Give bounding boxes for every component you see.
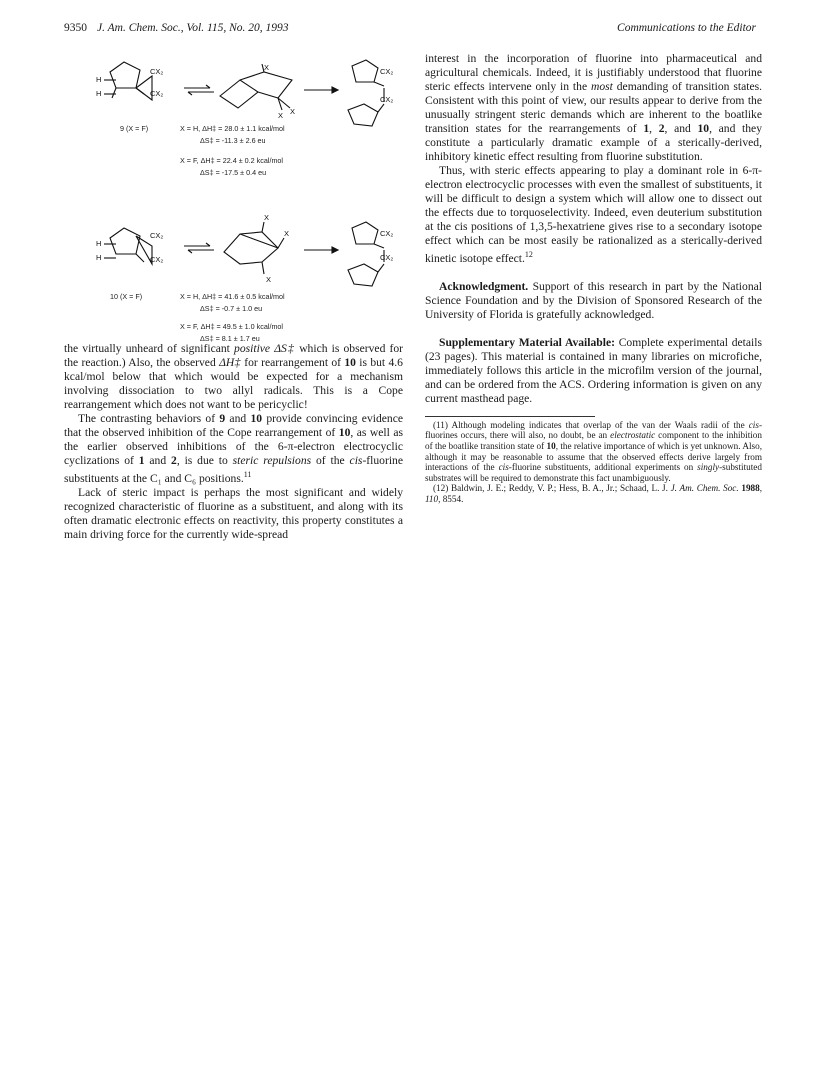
- atom-label-cx2: CX₂: [380, 67, 394, 76]
- left-paragraph-1: the virtually unheard of significant positive ΔS‡ which is observed for the reaction.) Also, the observed ΔH‡ for rearrangement of 10 is but 4.6 kcal/mol below that which would be expected for a mechanism involving dissociation to two allyl radicals. This is a Cope rearrangement which does not want to be pericyclic!: [64, 342, 404, 411]
- atom-label-cx2: CX₂: [380, 95, 394, 104]
- atom-label-h: H: [96, 89, 102, 98]
- journal-citation: J. Am. Chem. Soc., Vol. 115, No. 20, 1993: [97, 22, 289, 34]
- atom-label-cx2: CX₂: [380, 253, 394, 262]
- atom-label-x: X: [290, 107, 296, 116]
- atom-label-cx2: CX₂: [150, 67, 164, 76]
- compound-9-data-f-1: X = F, ΔH‡ = 22.4 ± 0.2 kcal/mol: [180, 156, 284, 165]
- compound-10-data-h-1: X = H, ΔH‡ = 41.6 ± 0.5 kcal/mol: [180, 292, 285, 301]
- atom-label-x: X: [264, 63, 270, 72]
- atom-label-x: X: [266, 275, 272, 284]
- compound-10-data-h-2: ΔS‡ = -0.7 ± 1.0 eu: [200, 304, 263, 313]
- page-number: 9350: [64, 22, 87, 34]
- compound-10-label: 10 (X = F): [110, 292, 143, 301]
- footnote-12: (12) Baldwin, J. E.; Reddy, V. P.; Hess, B. A., Jr.; Schaad, L. J. J. Am. Chem. Soc. 1988, 110, 8554.: [425, 483, 763, 505]
- left-paragraph-2: The contrasting behaviors of 9 and 10 provide convincing evidence that the observed inhibition of the Cope rearrangement of 10, as well as the earlier observed inhibitions of the 6-π-electron electrocyclic cyclizations of 1 and 2, is due to steric repulsions of the cis-fluorine substituents at the C₁ and C₆ positions.$^{11}$: [64, 412, 403, 485]
- atom-label-x: X: [264, 213, 270, 222]
- running-head: [64, 22, 756, 38]
- atom-label-cx2: CX₂: [150, 255, 164, 264]
- footnote-ref-11: 11: [243, 470, 252, 479]
- compound-9-data-h-1: X = H, ΔH‡ = 28.0 ± 1.1 kcal/mol: [180, 124, 285, 133]
- right-column: [425, 52, 762, 505]
- atom-label-cx2: CX₂: [150, 89, 164, 98]
- acknowledgment: Acknowledgment. Support of this research in part by the National Science Foundation and by the Division of Sponsored Research of the University of Florida is gratefully acknowledged.: [425, 279, 762, 321]
- running-head-left: [64, 22, 289, 34]
- compound-9-label: 9 (X = F): [120, 124, 149, 133]
- atom-label-h: H: [96, 239, 102, 248]
- compound-9-data-f-2: ΔS‡ = -17.5 ± 0.4 eu: [200, 168, 267, 177]
- right-paragraph-1: interest in the incorporation of fluorine into pharmaceutical and agricultural chemicals. Indeed, it is justifiably understood that fluorine steric effects intervene only in the most demanding of transition states. Consistent with this point of view, our results appear to derive from the unusually stringent steric demands which are inherent to the boatlike transition states for the rearrangements of 1, 2, and 10, and they constitute a particularly dramatic example of a sterically-derived, inhibitory kinetic effect resulting from fluorine substitution.: [425, 52, 762, 163]
- acknowledgment-heading: Acknowledgment.: [439, 279, 529, 293]
- atom-label-cx2: CX₂: [150, 231, 164, 240]
- section-title: Communications to the Editor: [617, 22, 756, 34]
- left-paragraph-3: Lack of steric impact is perhaps the most significant and widely recognized characteristic of fluorine as a substituent, and along with its often dramatic electronic effects on reactivity, this property constitutes a main driving force for the currently wide-spread: [64, 485, 403, 541]
- footnote-ref-12: 12: [524, 250, 533, 259]
- atom-label-x: X: [284, 229, 290, 238]
- atom-label-h: H: [96, 75, 102, 84]
- atom-label-cx2: CX₂: [380, 229, 394, 238]
- supplementary-heading: Supplementary Material Available:: [439, 335, 615, 349]
- compound-10-data-f-1: X = F, ΔH‡ = 49.5 ± 1.0 kcal/mol: [180, 322, 284, 331]
- footnote-11: (11) Although modeling indicates that overlap of the van der Waals radii of the cis-fluorines occurs, there will also, no doubt, be an electrostatic component to the inhibition of the boatlike transition state of 10, the relative importance of which is yet unknown. Also, although it may be reasonable to assume that the observed effects derive largely from interactions of the cis-fluorine substituents, additional experiments on singly-substituted substrates will be required to demonstrate this fact unambiguously.: [425, 419, 762, 483]
- supplementary-material: Supplementary Material Available: Complete experimental details (23 pages). This material is contained in many libraries on microfiche, immediately follows this article in the microfilm version of the journal, and can be ordered from the ACS. Ordering information is given on any current masthead page.: [425, 335, 762, 405]
- atom-label-x: X: [278, 111, 284, 120]
- left-column: [64, 52, 403, 542]
- compound-9-data-h-2: ΔS‡ = -11.3 ± 2.6 eu: [200, 136, 266, 145]
- right-paragraph-2: Thus, with steric effects appearing to play a dominant role in 6-π-electron electrocyclic processes with even the smallest of substituents, it will be difficult to design a system which will allow one to dissect out the effects due to torquoselectivity. Indeed, even deuterium substitution at the cis positions of 1,3,5-hexatriene gives rise to a secondary isotope effect which can be most easily be rationalized as a sterically-derived kinetic isotope effect.$^{12}$: [425, 164, 762, 265]
- compound-10-data-f-2: ΔS‡ = 8.1 ± 1.7 eu: [200, 334, 260, 343]
- atom-label-h: H: [96, 253, 102, 262]
- reaction-scheme: [64, 52, 403, 342]
- footnotes: [425, 416, 762, 505]
